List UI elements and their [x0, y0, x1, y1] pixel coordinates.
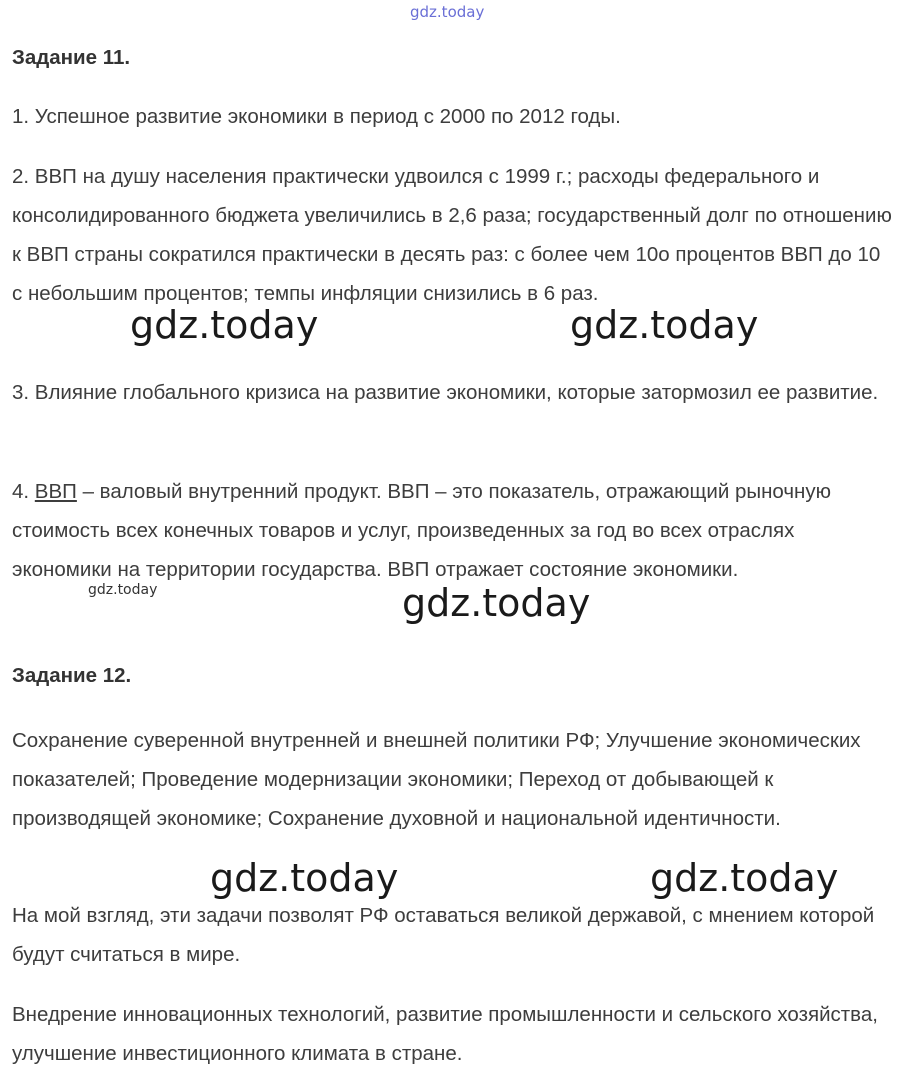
watermark-top: gdz.today — [410, 3, 485, 21]
task-11-answer-4 — [12, 472, 892, 589]
task-11-answer-2: 2. ВВП на душу населения практически удвоился с 1999 г.; расходы федерального и консолидированного бюджета увеличились в 2,6 раза; государственный долг по отношению к ВВП страны сократился практически в десять раз: с более чем 10о процентов ВВП до 10 с небольшим процентов; темпы инфляции снизились в 6 раз. — [12, 165, 892, 305]
watermark: gdz.today — [650, 856, 839, 900]
task-11-answer-1: 1. Успешное развитие экономики в период с 2000 по 2012 годы. — [12, 105, 621, 128]
task-12-heading: Задание 12. — [12, 664, 132, 687]
task-12-answer-2: На мой взгляд, эти задачи позволят РФ оставаться великой державой, с мнением которой будут считаться в мире. — [12, 904, 875, 966]
watermark: gdz.today — [210, 856, 399, 900]
gdp-term-link[interactable]: ВВП — [34, 480, 77, 503]
answer-4-text: – валовый внутренний продукт. ВВП – это показатель, отражающий рыночную стоимость всех конечных товаров и услуг, произведенных за год во всех отраслях экономики на территории государства. ВВП отражает состояние экономики. — [12, 480, 831, 581]
answer-4-number: 4. — [12, 480, 35, 503]
watermark-small: gdz.today — [88, 582, 158, 598]
watermark: gdz.today — [570, 303, 759, 347]
task-11-heading: Задание 11. — [12, 46, 131, 69]
task-12-answer-1: Сохранение суверенной внутренней и внешней политики РФ; Улучшение экономических показателей; Проведение модернизации экономики; Переход от добывающей к производящей экономике; Сохранение духовной и национальной идентичности. — [12, 729, 861, 830]
task-11-answer-3: 3. Влияние глобального кризиса на развитие экономики, которые затормозил ее развитие. — [12, 381, 879, 404]
watermark: gdz.today — [130, 303, 319, 347]
task-12-answer-3: Внедрение инновационных технологий, развитие промышленности и сельского хозяйства, улучшение инвестиционного климата в стране. — [12, 1003, 878, 1065]
watermark: gdz.today — [402, 581, 591, 625]
